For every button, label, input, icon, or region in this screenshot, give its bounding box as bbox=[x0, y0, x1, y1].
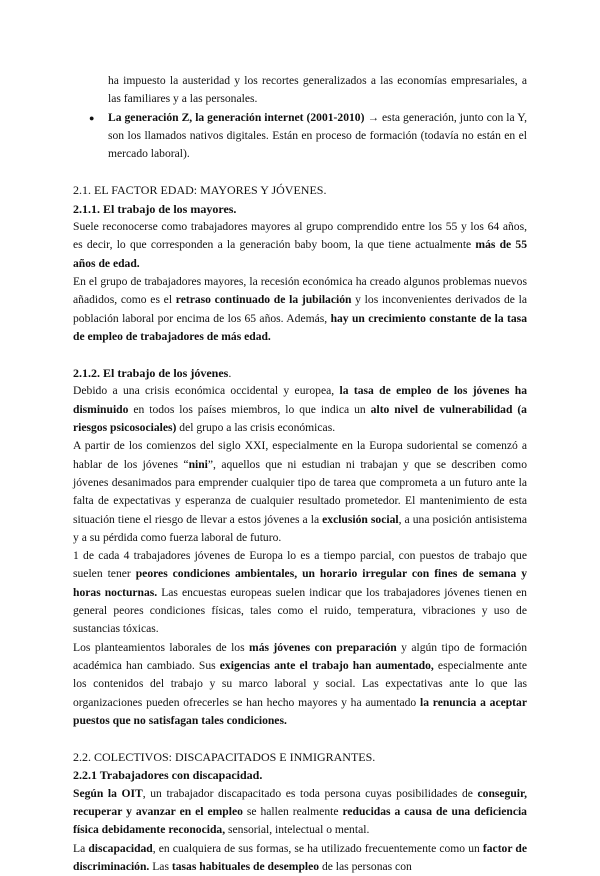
section-heading-2-2: 2.2. COLECTIVOS: DISCAPACITADOS E INMIGRANTES. bbox=[73, 750, 376, 765]
paragraph: 1 de cada 4 trabajadores jóvenes de Europa lo es a tiempo parcial, con puestos de trabajo que suelen tener peores condiciones ambientales, un horario irregular con fines de semana y horas nocturnas. Las encuestas europeas suelen indicar que los trabajadores jóvenes tienen en general peores condiciones físicas, tales como el ruido, temperatura, vibraciones y uso de sustancias tóxicas. bbox=[73, 549, 528, 636]
list-item-generation-z: ● La generación Z, la generación internet (2001-2010) → esta generación, junto con la Y, son los llamados nativos digitales. Están en proceso de formación (todavía no están en el mercado laboral). bbox=[89, 110, 527, 161]
paragraph: Según la OIT, un trabajador discapacitado es toda persona cuyas posibilidades de conseguir, recuperar y avanzar en el empleo se hallen realmente reducidas a causa de una deficiencia física debidamente reconocida, sensorial, intelectual o mental. bbox=[73, 786, 527, 837]
paragraph: Los planteamientos laborales de los más jóvenes con preparación y algún tipo de formación académica han cambiado. Sus exigencias ante el trabajo han aumentado, especialmente ante los contenidos del trabajo y su marco laboral y social. Las expectativas ante lo que las organizaciones pueden ofrecerles se han hecho mayores y ha aumentado la renuncia a aceptar puestos que no satisfagan tales condiciones. bbox=[73, 640, 528, 727]
paragraph: Suele reconocerse como trabajadores mayores al grupo comprendido entre los 55 y los 64 años, es decir, lo que corresponden a la generación baby boom, la que tiene actualmente más de 55 años de edad. bbox=[73, 220, 527, 270]
paragraph: A partir de los comienzos del siglo XXI, especialmente en la Europa sudoriental se comenzó a hablar de los jóvenes “nini”, aquellos que ni estudian ni trabajan y que se describen como jóvenes desanimados para emprender cualquier tipo de tarea que comprometa a un futuro ante la falta de expectativas y esperanza de cualquier resultado prometedor. El mantenimiento de esta situación tiene el riesgo de llevar a estos jóvenes a la exclusión social, a una posición antisistema y a su pérdida como fuerza laboral de futuro. bbox=[73, 439, 528, 544]
list-continuation: ha impuesto la austeridad y los recortes generalizados a las economías empresariales, a las familiares y a las personales. bbox=[108, 74, 527, 106]
paragraph: En el grupo de trabajadores mayores, la recesión económica ha creado algunos problemas nuevos añadidos, como es el retraso continuado de la jubilación y los inconvenientes derivados de la población laboral por encima de los 65 años. Además, hay un crecimiento constante de la tasa de empleo de trabajadores de más edad. bbox=[73, 274, 527, 343]
section-heading-2-1: 2.1. EL FACTOR EDAD: MAYORES Y JÓVENES. bbox=[73, 183, 327, 198]
subheading-2-1-2: 2.1.2. El trabajo de los jóvenes. bbox=[73, 366, 232, 381]
bullet-dot-icon: ● bbox=[89, 112, 95, 123]
subheading-2-2-1: 2.2.1 Trabajadores con discapacidad. bbox=[73, 768, 263, 783]
page-content bbox=[73, 72, 527, 876]
paragraph: La discapacidad, en cualquiera de sus formas, se ha utilizado frecuentemente como un factor de discriminación. Las tasas habituales de desempleo de las personas con bbox=[73, 841, 527, 873]
subheading-2-1-1: 2.1.1. El trabajo de los mayores. bbox=[73, 201, 237, 216]
paragraph: Debido a una crisis económica occidental y europea, la tasa de empleo de los jóvenes ha disminuido en todos los países miembros, lo que indica un alto nivel de vulnerabilidad (a riesgos psicosociales) del grupo a las crisis económicas. bbox=[73, 384, 527, 435]
